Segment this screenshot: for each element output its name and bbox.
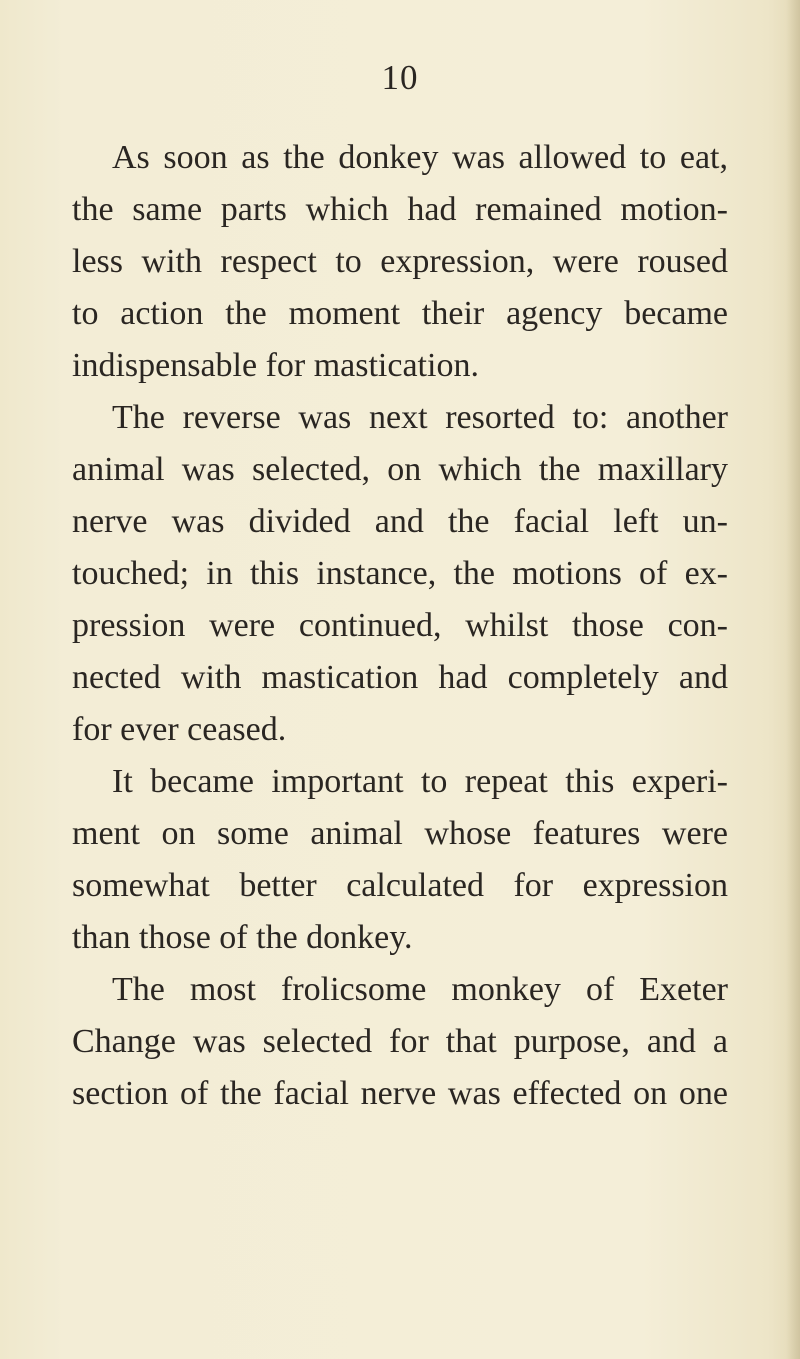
text-line: section of the facial nerve was effected on one bbox=[72, 1075, 728, 1112]
text-line: touched; in this instance, the motions of ex- bbox=[72, 555, 728, 592]
text-line: less with respect to expression, were roused bbox=[72, 243, 728, 280]
body-text bbox=[72, 132, 728, 1120]
text-line: The most frolicsome monkey of Exeter bbox=[112, 971, 728, 1008]
text-line: somewhat better calculated for expression bbox=[72, 867, 728, 904]
page-number: 10 bbox=[381, 58, 419, 97]
page-edge-shadow bbox=[786, 0, 800, 1359]
text-line: ment on some animal whose features were bbox=[72, 815, 728, 852]
text-line: the same parts which had remained motion- bbox=[72, 191, 728, 228]
text-line: animal was selected, on which the maxillary bbox=[72, 451, 728, 488]
text-line: Change was selected for that purpose, and a bbox=[72, 1023, 728, 1060]
text-line: pression were continued, whilst those con- bbox=[72, 607, 728, 644]
text-line: indispensable for mastication. bbox=[72, 347, 479, 384]
text-line: to action the moment their agency became bbox=[72, 295, 728, 332]
text-line: It became important to repeat this experi- bbox=[112, 763, 728, 800]
text-line: for ever ceased. bbox=[72, 711, 287, 748]
text-line: nerve was divided and the facial left un- bbox=[72, 503, 728, 540]
text-line: nected with mastication had completely and bbox=[72, 659, 728, 696]
text-line: As soon as the donkey was allowed to eat, bbox=[112, 139, 728, 176]
text-line: than those of the donkey. bbox=[72, 919, 413, 956]
text-line: The reverse was next resorted to: another bbox=[112, 399, 728, 436]
